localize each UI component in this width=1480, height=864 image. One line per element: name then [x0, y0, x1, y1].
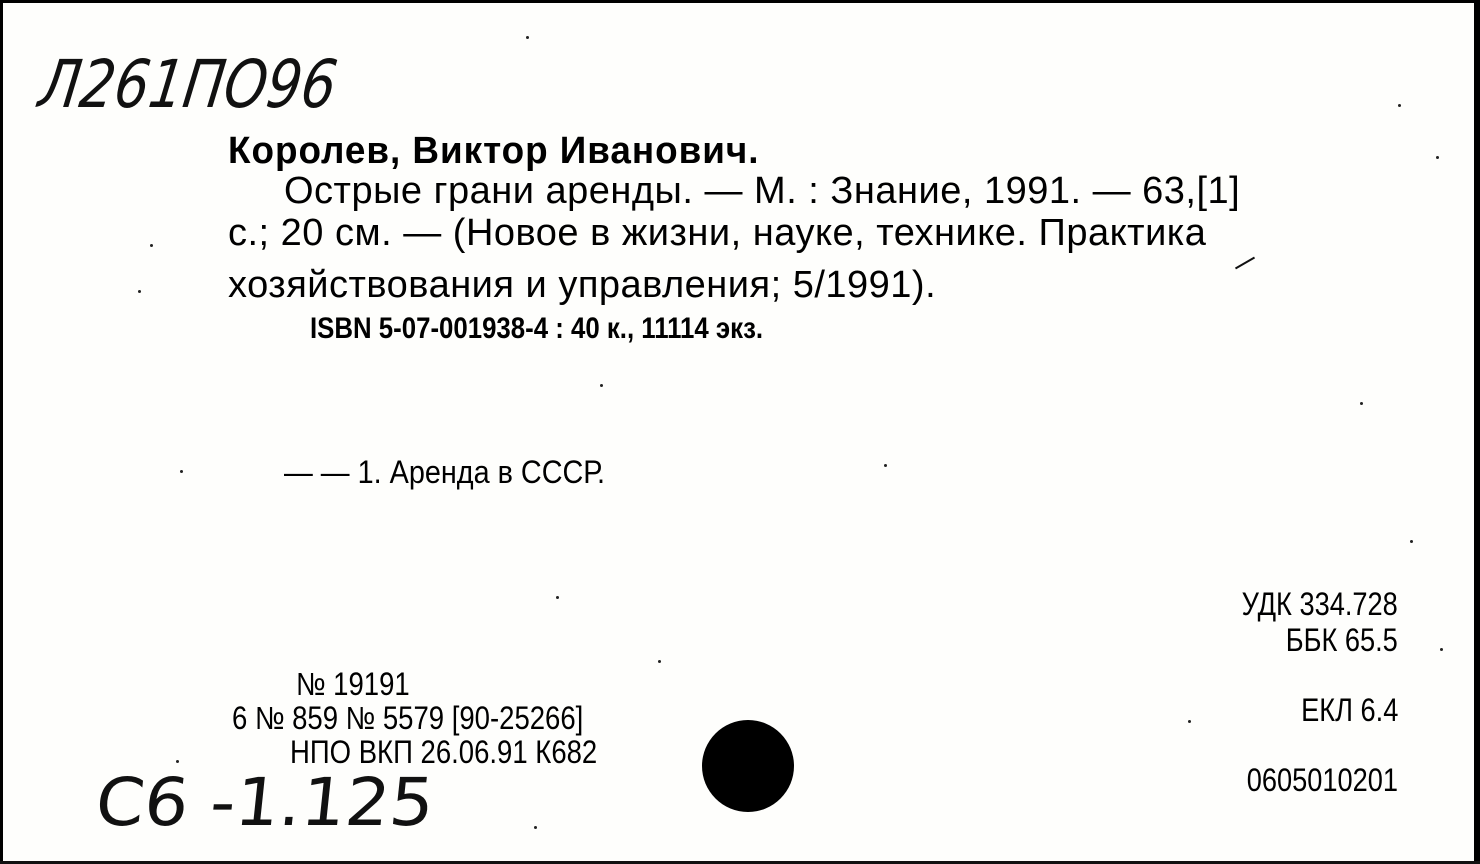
card-border-left: [0, 0, 3, 864]
bbk-code: ББК 65.5: [1285, 622, 1398, 658]
handwritten-shelf-number: Л261ПО96: [34, 46, 342, 123]
speck: [1188, 720, 1191, 723]
speck: [1436, 156, 1439, 159]
card-border-right: [1474, 0, 1480, 864]
speck: [138, 290, 141, 293]
card-number: № 19191: [296, 666, 410, 702]
speck: [526, 36, 529, 39]
order-line: 6 № 859 № 5579 [90-25266]: [232, 700, 584, 736]
npo-line: НПО ВКП 26.06.91 К682: [290, 734, 598, 770]
numeric-code: 0605010201: [1246, 762, 1398, 798]
speck: [534, 826, 537, 829]
speck: [180, 470, 183, 473]
speck: [1410, 540, 1413, 543]
pencil-mark: [1235, 257, 1255, 270]
subject-heading: — — 1. Аренда в СССР.: [284, 454, 606, 490]
author-heading: Королев, Виктор Иванович.: [228, 130, 760, 172]
speck: [1440, 648, 1443, 651]
title-line-3: хозяйствования и управления; 5/1991).: [228, 264, 937, 306]
speck: [600, 384, 603, 387]
speck: [1398, 104, 1401, 107]
speck: [556, 596, 559, 599]
speck: [884, 464, 887, 467]
ekl-code: ЕКЛ 6.4: [1300, 692, 1398, 728]
title-line-2: с.; 20 см. — (Новое в жизни, науке, технике. Практика: [228, 212, 1207, 254]
udk-code: УДК 334.728: [1241, 586, 1398, 622]
speck: [176, 760, 179, 763]
speck: [658, 660, 661, 663]
punch-hole: [702, 720, 794, 812]
speck: [1360, 402, 1363, 405]
card-border-top: [0, 0, 1480, 3]
speck: [150, 244, 153, 247]
title-line-1: Острые грани аренды. — М. : Знание, 1991. — 63,[1]: [284, 170, 1241, 212]
isbn-line: ISBN 5-07-001938-4 : 40 к., 11114 экз.: [310, 312, 764, 345]
handwritten-code: С6 -1.125: [92, 764, 439, 841]
